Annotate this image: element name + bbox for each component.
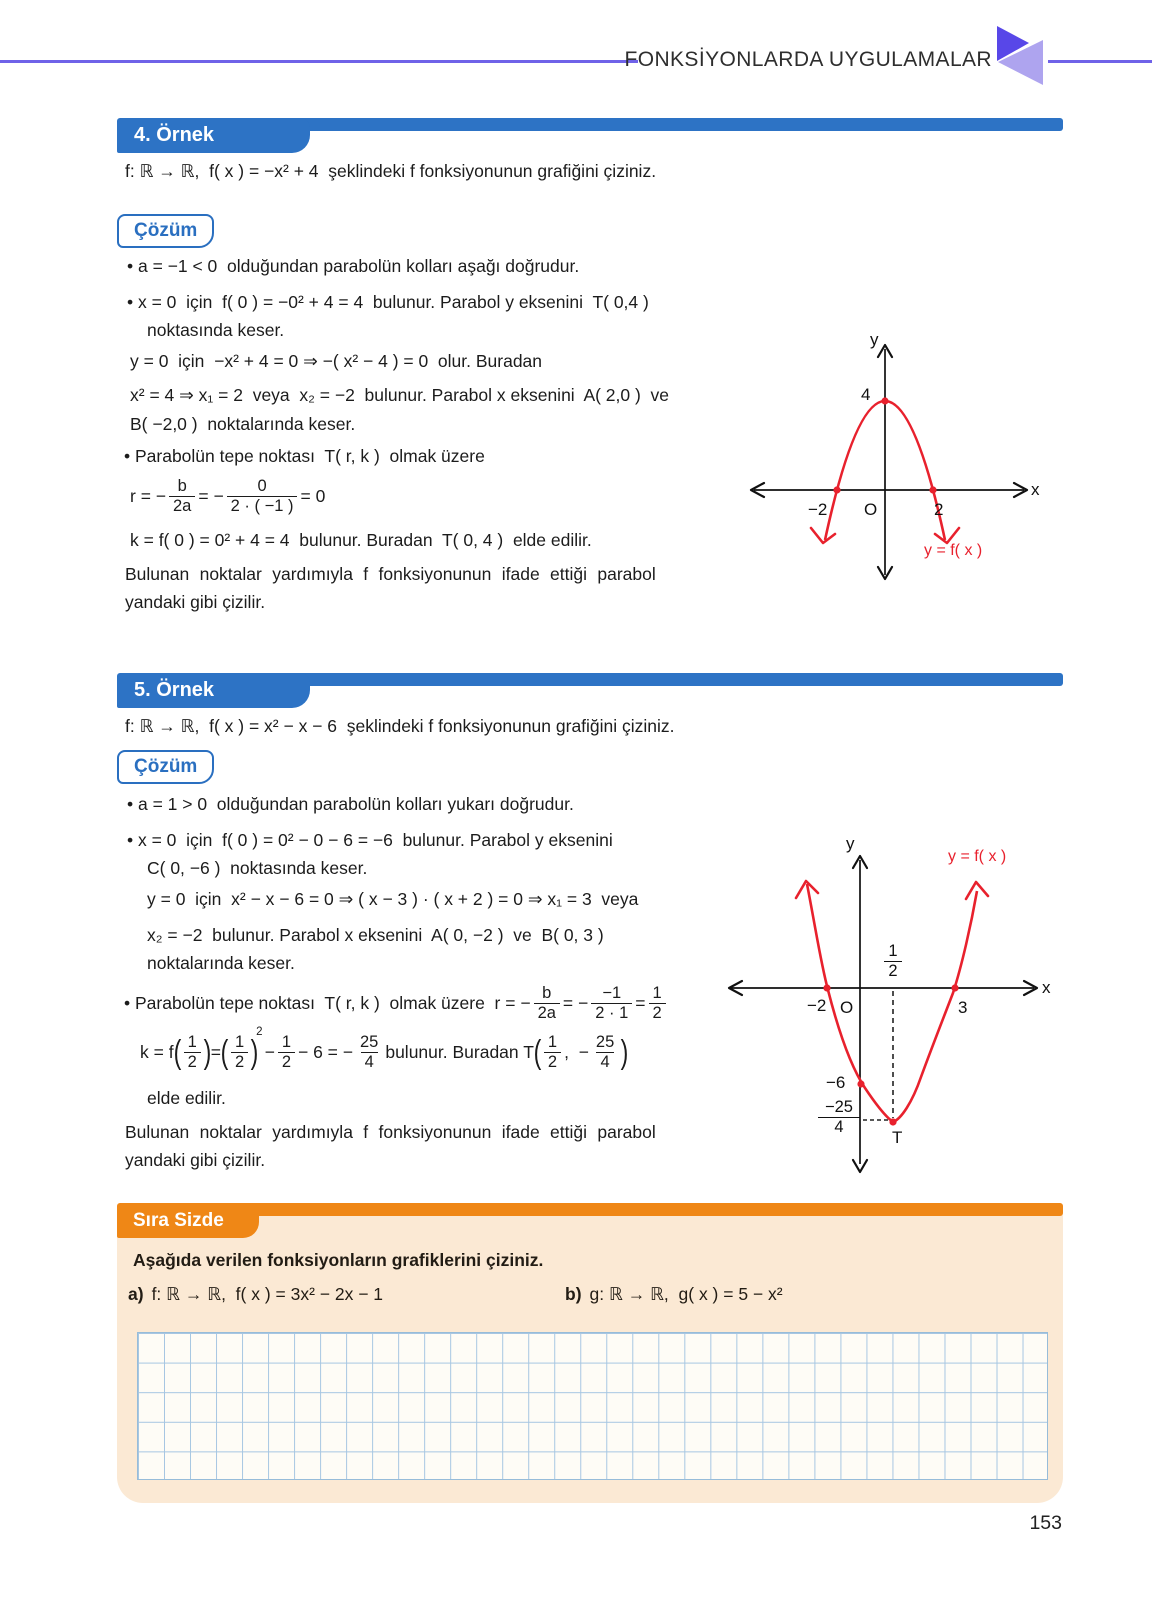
fraction-numerator: 0 bbox=[257, 477, 267, 496]
x-intercept-right-label: 2 bbox=[934, 500, 944, 519]
text-line: yandaki gibi çizilir. bbox=[125, 1150, 266, 1170]
graph-parabola-up bbox=[722, 812, 1062, 1180]
fraction-numerator: 25 bbox=[595, 1033, 615, 1052]
practice-header-tab bbox=[117, 1203, 259, 1238]
big-paren: ( bbox=[533, 1033, 542, 1071]
fraction-numerator: 1 bbox=[187, 1033, 197, 1052]
superscript: 2 bbox=[256, 1026, 263, 1038]
item-label: b) bbox=[565, 1284, 582, 1304]
big-paren: ) bbox=[250, 1033, 259, 1071]
fraction-denominator: 2a bbox=[169, 496, 195, 515]
fraction-numerator: 1 bbox=[234, 1033, 245, 1052]
fraction-denominator: 2 · 1 bbox=[591, 1003, 632, 1022]
text-line: • x = 0 için f( 0 ) = 0² − 0 − 6 = −6 bulunur. Parabol y eksenini bbox=[127, 830, 613, 850]
big-paren: ( bbox=[173, 1033, 181, 1071]
fraction-denominator: 4 bbox=[361, 1052, 378, 1071]
origin-label: O bbox=[840, 998, 854, 1017]
x-intercept-right-label: 3 bbox=[958, 998, 968, 1017]
text-line: yandaki gibi çizilir. bbox=[125, 592, 266, 612]
fraction-denominator: 2 · ( −1 ) bbox=[227, 496, 298, 515]
formula-text: = − bbox=[198, 485, 224, 506]
curve-label: y = f( x ) bbox=[948, 848, 1007, 865]
text-line: y = 0 için x² − x − 6 = 0 ⇒ ( x − 3 ) · ( x + 2 ) = 0 ⇒ x₁ = 3 veya bbox=[147, 889, 639, 909]
text-line: y = 0 için −x² + 4 = 0 ⇒ −( x² − 4 ) = 0 olur. Buradan bbox=[130, 351, 543, 371]
formula-text: = bbox=[210, 1041, 221, 1062]
fraction bbox=[649, 984, 666, 1022]
vertex-label: T bbox=[892, 1128, 903, 1147]
fraction bbox=[544, 1033, 561, 1071]
formula-text: k = f bbox=[140, 1041, 174, 1062]
y-axis-label: y bbox=[846, 834, 855, 853]
formula-text: , − bbox=[564, 1041, 589, 1062]
fraction bbox=[278, 1033, 295, 1071]
fraction-denominator: 4 bbox=[818, 1117, 860, 1137]
fraction-numerator: 1 bbox=[281, 1033, 291, 1052]
fraction-numerator: 1 bbox=[888, 942, 898, 960]
text-line: Bulunan noktalar yardımıyla f fonksiyonunun ifade ettiği parabol bbox=[125, 564, 656, 584]
fraction bbox=[534, 984, 560, 1022]
fraction-denominator: 2a bbox=[534, 1003, 560, 1022]
fraction-denominator: 2 bbox=[649, 1003, 666, 1022]
formula-text: − bbox=[264, 1041, 275, 1062]
text-line: Bulunan noktalar yardımıyla f fonksiyonunun ifade ettiği parabol bbox=[125, 1122, 656, 1142]
fraction bbox=[592, 1033, 618, 1071]
example4-solution-box bbox=[117, 214, 214, 248]
fraction-numerator: 1 bbox=[547, 1033, 558, 1052]
k-formula-row bbox=[140, 1026, 628, 1078]
formula-text: = − bbox=[562, 992, 589, 1013]
text-line: • a = 1 > 0 olduğundan parabolün kolları yukarı doğrudur. bbox=[127, 794, 574, 814]
example5-problem: f: ℝ → ℝ, f( x ) = x² − x − 6 şeklindeki f fonksiyonunun grafiğini çiziniz. bbox=[125, 716, 675, 736]
fraction-numerator: −1 bbox=[602, 984, 622, 1003]
practice-item-a bbox=[128, 1284, 383, 1305]
practice-title: Sıra Sizde bbox=[133, 1209, 224, 1231]
fraction-numerator: 25 bbox=[359, 1033, 379, 1052]
item-label: a) bbox=[128, 1284, 144, 1304]
text-line: k = f( 0 ) = 0² + 4 = 4 bulunur. Buradan T( 0, 4 ) elde edilir. bbox=[130, 530, 592, 550]
formula-text: • Parabolün tepe noktası T( r, k ) olmak üzere r = − bbox=[124, 992, 531, 1013]
x-axis-label: x bbox=[1042, 978, 1051, 997]
fraction-denominator: 4 bbox=[596, 1052, 613, 1071]
graph-parabola-down bbox=[740, 330, 1040, 600]
practice-item-b bbox=[565, 1284, 783, 1305]
text-line: • a = −1 < 0 olduğundan parabolün kolları aşağı doğrudur. bbox=[127, 256, 580, 276]
text-line: x₂ = −2 bulunur. Parabol x eksenini A( 0, −2 ) ve B( 0, 3 ) bbox=[147, 925, 604, 945]
example4-header-tab bbox=[117, 118, 310, 153]
vertex-x-fraction bbox=[884, 942, 902, 981]
formula-text: − 6 = − bbox=[298, 1041, 353, 1062]
formula-text: = 0 bbox=[300, 485, 326, 506]
practice-instruction: Aşağıda verilen fonksiyonların grafiklerini çiziniz. bbox=[133, 1250, 544, 1270]
peak-value-label: 4 bbox=[861, 385, 871, 404]
text-line: • Parabolün tepe noktası T( r, k ) olmak üzere bbox=[124, 446, 485, 466]
solution-label: Çözüm bbox=[134, 220, 198, 241]
solution-label: Çözüm bbox=[134, 756, 198, 777]
formula-text: bulunur. Buradan T bbox=[385, 1041, 534, 1062]
big-paren: ) bbox=[203, 1033, 212, 1071]
y-axis-label: y bbox=[870, 330, 879, 349]
formula-text: r = − bbox=[130, 485, 166, 506]
fraction-denominator: 2 bbox=[278, 1052, 295, 1071]
fraction-numerator: b bbox=[542, 984, 552, 1003]
header-rule-right bbox=[1048, 60, 1152, 63]
fraction-numerator: b bbox=[177, 477, 187, 496]
fraction-numerator: 1 bbox=[652, 984, 662, 1003]
text-line: C( 0, −6 ) noktasında keser. bbox=[147, 858, 368, 878]
curve-label: y = f( x ) bbox=[924, 542, 983, 559]
chapter-title: FONKSİYONLARDA UYGULAMALAR bbox=[624, 48, 992, 71]
fraction-denominator: 2 bbox=[544, 1052, 561, 1071]
example4-title: 4. Örnek bbox=[134, 124, 215, 146]
fraction-numerator: −25 bbox=[825, 1098, 853, 1116]
example5-title: 5. Örnek bbox=[134, 679, 215, 701]
item-text: f: ℝ → ℝ, f( x ) = 3x² − 2x − 1 bbox=[151, 1284, 384, 1304]
text-line: • x = 0 için f( 0 ) = −0² + 4 = 4 bulunur. Parabol y eksenini T( 0,4 ) bbox=[127, 292, 649, 312]
example4-problem: f: ℝ → ℝ, f( x ) = −x² + 4 şeklindeki f fonksiyonunun grafiğini çiziniz. bbox=[125, 161, 657, 181]
fraction bbox=[231, 1033, 248, 1071]
graph2-canvas bbox=[722, 812, 1062, 1180]
vertex-formula-row bbox=[124, 979, 669, 1027]
chapter-logo-icon bbox=[983, 24, 1047, 88]
fraction bbox=[227, 477, 298, 515]
x-intercept-left-label: −2 bbox=[808, 500, 828, 519]
text-line: x² = 4 ⇒ x₁ = 2 veya x₂ = −2 bulunur. Parabol x eksenini A( 2,0 ) ve bbox=[130, 385, 670, 405]
vertex-formula-row bbox=[130, 472, 325, 520]
origin-label: O bbox=[864, 500, 878, 519]
fraction-denominator: 2 bbox=[884, 961, 902, 981]
header-rule-left bbox=[0, 60, 638, 63]
big-paren: ) bbox=[620, 1033, 629, 1071]
page-number: 153 bbox=[1029, 1512, 1062, 1534]
fraction bbox=[169, 477, 195, 515]
fraction bbox=[591, 984, 632, 1022]
graph1-canvas bbox=[740, 330, 1040, 600]
text-line: noktalarında keser. bbox=[147, 953, 295, 973]
text-line: B( −2,0 ) noktalarında keser. bbox=[130, 414, 356, 434]
example5-header-tab bbox=[117, 673, 310, 708]
example5-solution-box bbox=[117, 750, 214, 784]
fraction-denominator: 2 bbox=[231, 1052, 248, 1071]
drawing-grid bbox=[137, 1332, 1048, 1480]
big-paren: ( bbox=[220, 1033, 229, 1071]
text-line: elde edilir. bbox=[147, 1088, 226, 1108]
fraction-denominator: 2 bbox=[184, 1052, 201, 1071]
formula-text: = bbox=[635, 992, 646, 1013]
fraction bbox=[356, 1033, 382, 1071]
item-text: g: ℝ → ℝ, g( x ) = 5 − x² bbox=[589, 1284, 783, 1304]
x-intercept-left-label: −2 bbox=[807, 996, 827, 1015]
fraction bbox=[184, 1033, 201, 1071]
y-intercept-label: −6 bbox=[826, 1073, 846, 1092]
text-line: noktasında keser. bbox=[147, 320, 285, 340]
vertex-y-fraction bbox=[818, 1098, 860, 1137]
x-axis-label: x bbox=[1031, 480, 1040, 499]
